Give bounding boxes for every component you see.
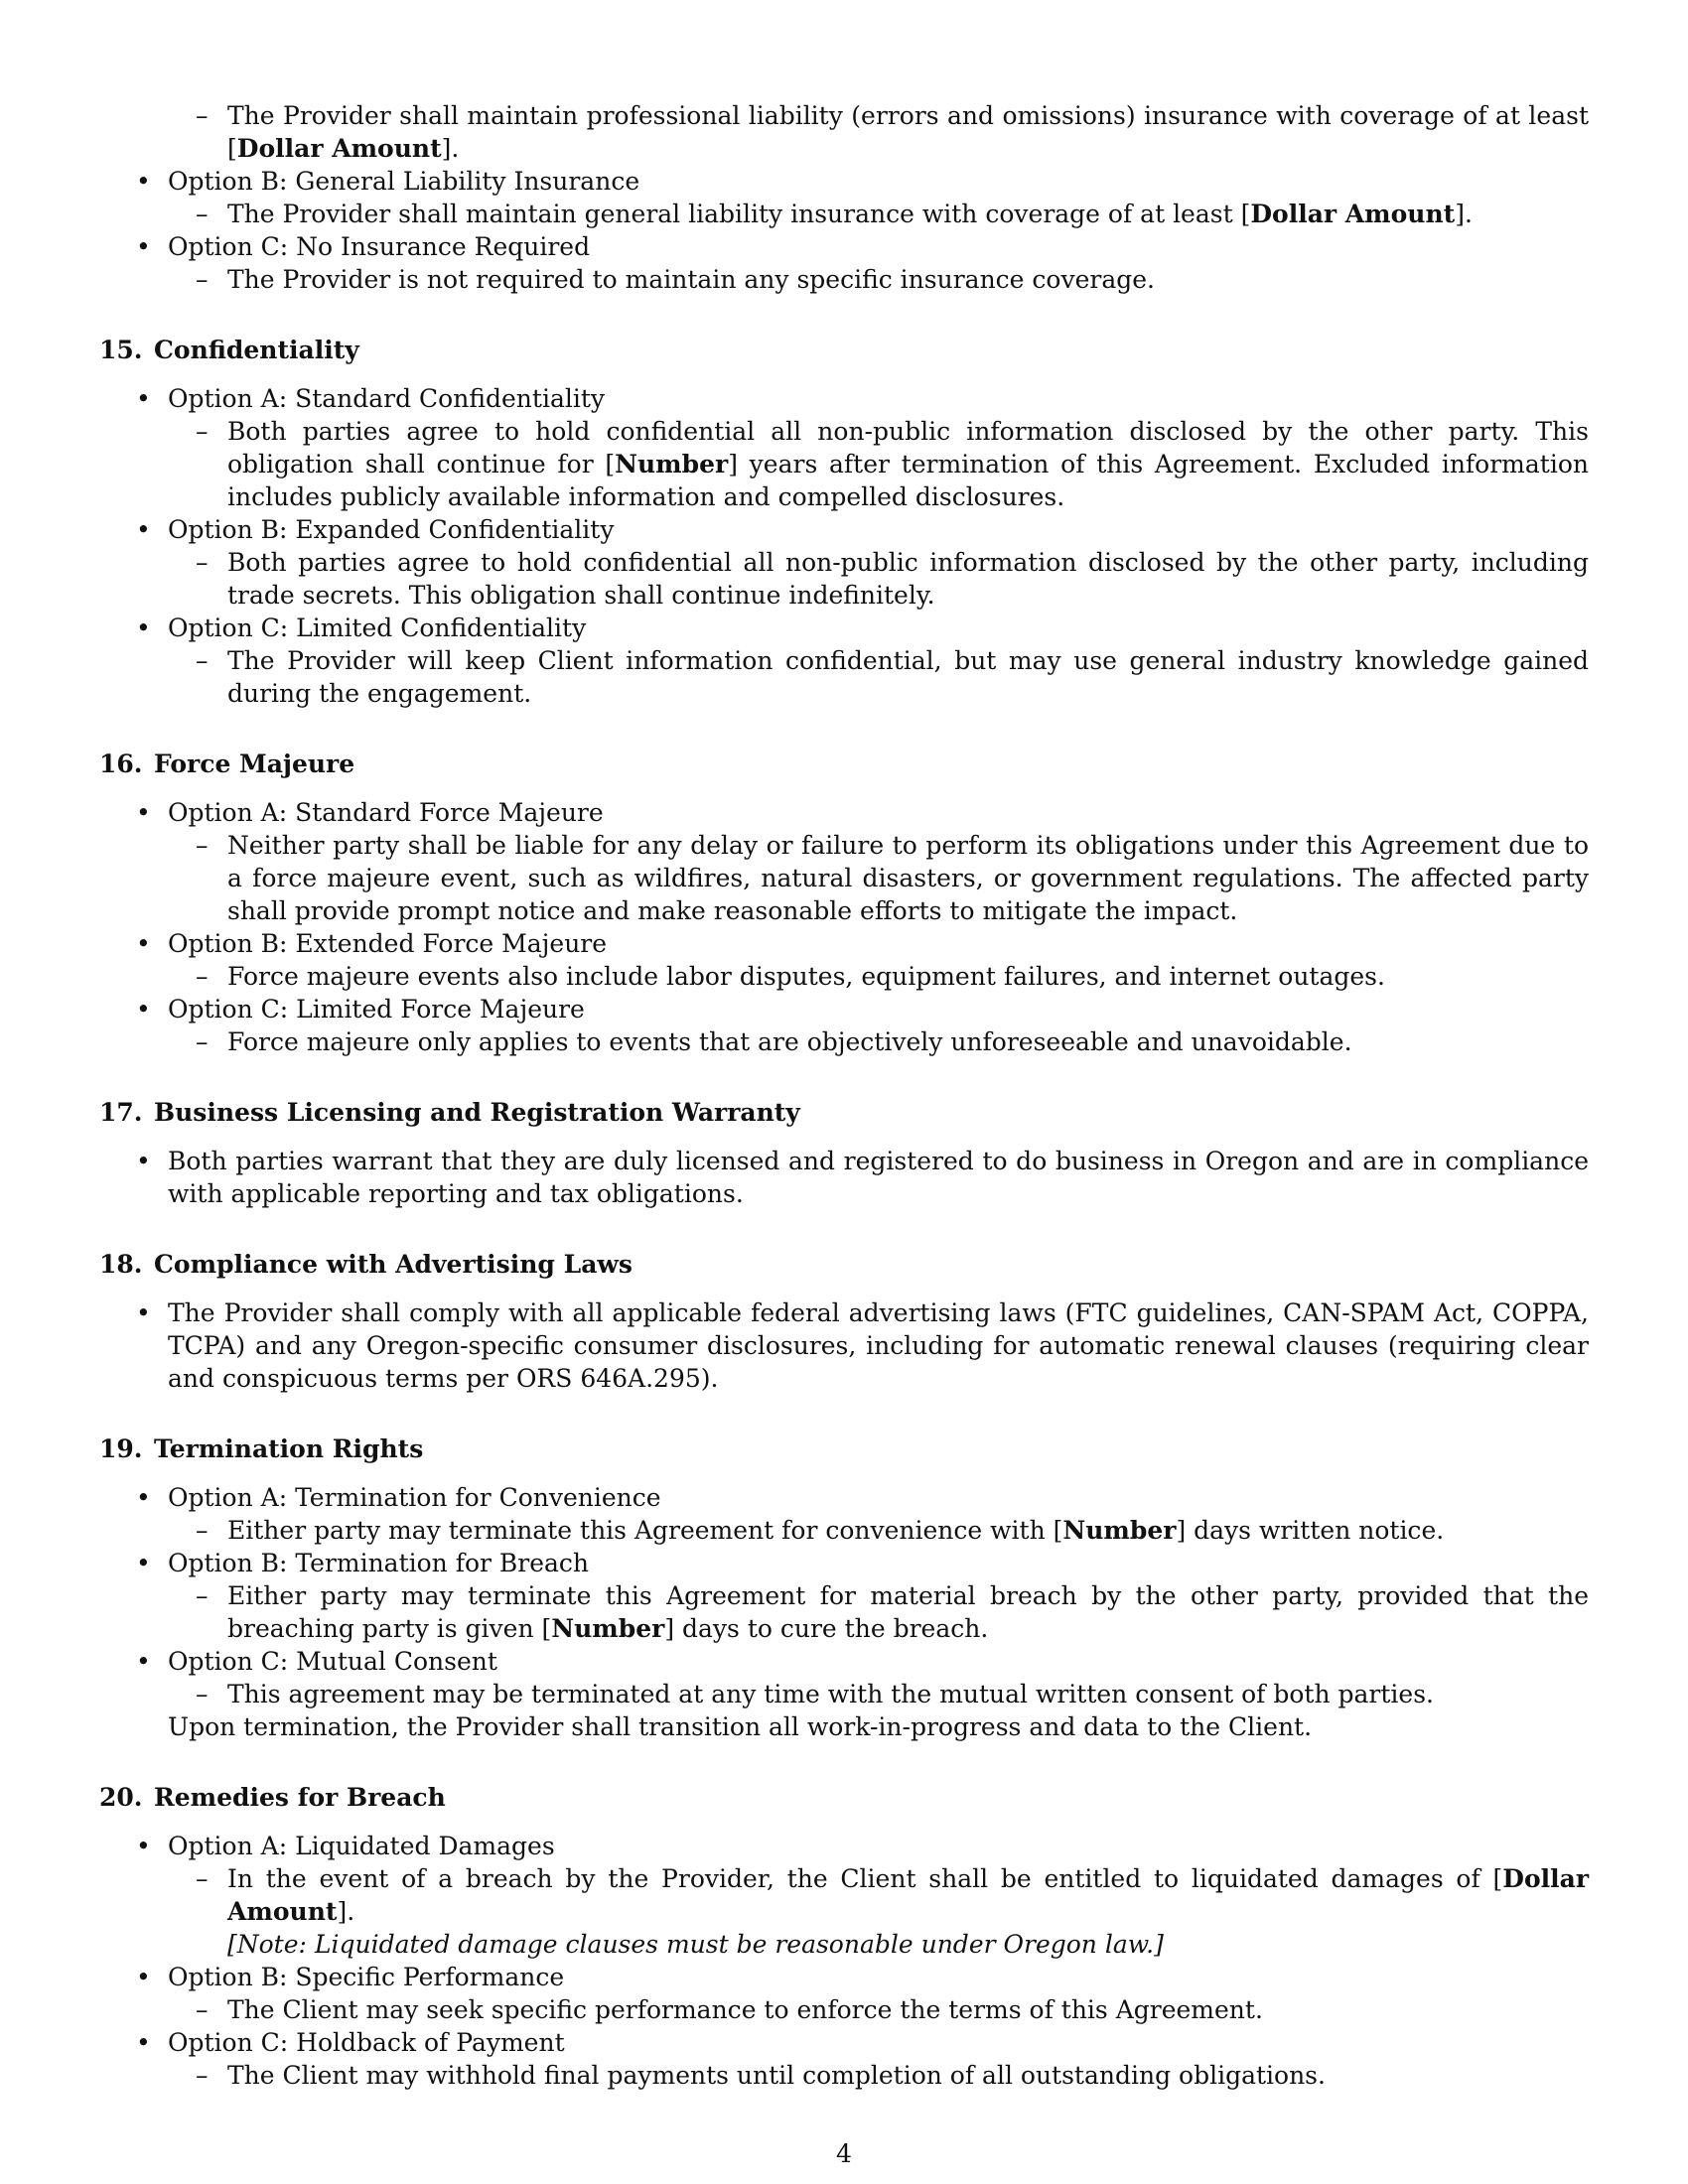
section-heading: Force Majeure — [154, 750, 355, 778]
section-number: 19. — [99, 1434, 143, 1463]
section-number: 17. — [99, 1098, 143, 1127]
section-title — [99, 1433, 1589, 1465]
termination-note — [99, 1710, 1589, 1743]
option-item — [99, 1645, 1589, 1678]
option-item — [99, 165, 1589, 198]
option-label: Option B: Extended Force Majeure — [168, 929, 608, 958]
detail-text: ] days to cure the breach. — [664, 1614, 989, 1643]
option-item — [99, 230, 1589, 263]
section-heading: Business Licensing and Registration Warranty — [154, 1098, 800, 1127]
option-detail — [99, 1579, 1589, 1645]
legal-note: [Note: Liquidated damage clauses must be reasonable under Oregon law.] — [227, 1930, 1164, 1959]
option-detail — [99, 546, 1589, 612]
placeholder-term: Dollar Amount — [227, 1864, 1589, 1926]
detail-text: Force majeure events also include labor disputes, equipment failures, and internet outages. — [227, 962, 1385, 991]
option-detail — [99, 644, 1589, 710]
bullet-text: Both parties warrant that they are duly licensed and registered to do business in Oregon and are in compliance with applicable reporting and tax obligations. — [168, 1147, 1589, 1208]
option-detail — [99, 415, 1589, 513]
option-item — [99, 1961, 1589, 1993]
section-advertising-compliance — [99, 1248, 1589, 1395]
detail-text: Neither party shall be liable for any delay or failure to perform its obligations under this Agreement due to a force majeure event, such as wildfires, natural disasters, or government regulations. The affected party shall provide prompt notice and make reasonable efforts to mitigate the impact. — [227, 831, 1589, 925]
detail-text: Either party may terminate this Agreement for material breach by the other party, provided that the breaching party is given [ — [227, 1581, 1589, 1643]
detail-text: ]. — [441, 134, 460, 163]
placeholder-term: Number — [615, 450, 729, 478]
section-force-majeure — [99, 748, 1589, 1058]
option-label: Option B: Termination for Breach — [168, 1549, 590, 1577]
section-heading: Compliance with Advertising Laws — [154, 1250, 633, 1279]
option-item — [99, 993, 1589, 1025]
section-number: 15. — [99, 336, 143, 364]
option-item — [99, 612, 1589, 644]
option-item — [99, 796, 1589, 829]
section-title — [99, 748, 1589, 780]
detail-text: Both parties agree to hold confidential all non-public information disclosed by the other party. This obligation shall continue for [ — [227, 417, 1589, 478]
section-heading: Termination Rights — [154, 1434, 424, 1463]
placeholder-term: Number — [551, 1614, 665, 1643]
section-licensing-warranty — [99, 1096, 1589, 1210]
option-item — [99, 513, 1589, 546]
detail-text: The Provider is not required to maintain any specific insurance coverage. — [227, 265, 1155, 294]
detail-text: ]. — [337, 1897, 355, 1926]
section-number: 18. — [99, 1250, 143, 1279]
section-remedies-for-breach — [99, 1781, 1589, 2092]
option-detail — [99, 1862, 1589, 1961]
detail-text: ] years after termination of this Agreement. Excluded information includes publicly available information and compelled disclosures. — [227, 450, 1589, 511]
option-label: Option B: Expanded Confidentiality — [168, 515, 615, 544]
section-title — [99, 1248, 1589, 1281]
option-label: Option C: No Insurance Required — [168, 232, 591, 261]
option-detail — [99, 1514, 1589, 1547]
option-detail — [99, 1993, 1589, 2026]
document-page — [99, 99, 1589, 2092]
paragraph-text: Upon termination, the Provider shall transition all work-in-progress and data to the Client. — [168, 1712, 1313, 1741]
option-label: Option A: Standard Force Majeure — [168, 798, 604, 827]
insurance-continuation — [99, 99, 1589, 296]
placeholder-term: Number — [1062, 1516, 1177, 1545]
option-detail — [99, 960, 1589, 993]
section-termination-rights — [99, 1433, 1589, 1743]
option-detail — [99, 1025, 1589, 1058]
option-detail — [99, 99, 1589, 165]
option-label: Option A: Liquidated Damages — [168, 1832, 555, 1860]
option-detail — [99, 1678, 1589, 1710]
detail-text: The Client may withhold final payments until completion of all outstanding obligations. — [227, 2061, 1326, 2090]
detail-text: In the event of a breach by the Provider, the Client shall be entitled to liquidated damages of [ — [227, 1864, 1503, 1893]
section-number: 16. — [99, 750, 143, 778]
bullet-text: The Provider shall comply with all applicable federal advertising laws (FTC guidelines, CAN-SPAM Act, COPPA, TCPA) and any Oregon-specific consumer disclosures, including for automatic renewal clauses (requiring clear and conspicuous terms per ORS 646A.295). — [168, 1298, 1589, 1393]
detail-text: The Provider shall maintain general liability insurance with coverage of at least [ — [227, 200, 1251, 228]
option-label: Option B: Specific Performance — [168, 1963, 565, 1991]
section-title — [99, 334, 1589, 366]
option-detail — [99, 2059, 1589, 2092]
option-label: Option C: Limited Confidentiality — [168, 614, 587, 642]
page-number: 4 — [836, 2139, 852, 2168]
section-title — [99, 1096, 1589, 1129]
detail-text: This agreement may be terminated at any time with the mutual written consent of both parties. — [227, 1680, 1434, 1708]
option-label: Option C: Holdback of Payment — [168, 2028, 565, 2057]
section-heading: Confidentiality — [154, 336, 359, 364]
bullet-item — [99, 1145, 1589, 1210]
option-item — [99, 1547, 1589, 1579]
section-title — [99, 1781, 1589, 1814]
option-label: Option A: Termination for Convenience — [168, 1483, 661, 1512]
placeholder-term: Dollar Amount — [1250, 200, 1456, 228]
option-item — [99, 1830, 1589, 1862]
detail-text: Force majeure only applies to events that are objectively unforeseeable and unavoidable. — [227, 1027, 1352, 1056]
option-detail — [99, 198, 1589, 230]
section-confidentiality — [99, 334, 1589, 710]
option-item — [99, 927, 1589, 960]
option-detail — [99, 263, 1589, 296]
section-heading: Remedies for Breach — [154, 1783, 446, 1812]
detail-text: Both parties agree to hold confidential all non-public information disclosed by the other party, including trade secrets. This obligation shall continue indefinitely. — [227, 548, 1589, 610]
option-detail — [99, 829, 1589, 927]
section-number: 20. — [99, 1783, 143, 1812]
option-item — [99, 382, 1589, 415]
option-label: Option C: Limited Force Majeure — [168, 995, 585, 1024]
option-item — [99, 2026, 1589, 2059]
detail-text: The Provider will keep Client information confidential, but may use general industry knowledge gained during the engagement. — [227, 646, 1589, 708]
detail-text: Either party may terminate this Agreement for convenience with [ — [227, 1516, 1063, 1545]
option-item — [99, 1481, 1589, 1514]
detail-text: The Client may seek specific performance to enforce the terms of this Agreement. — [227, 1995, 1263, 2024]
detail-text: ]. — [1455, 200, 1473, 228]
placeholder-term: Dollar Amount — [236, 134, 442, 163]
option-label: Option B: General Liability Insurance — [168, 167, 640, 196]
detail-text: The Provider shall maintain professional liability (errors and omissions) insurance with coverage of at least [ — [227, 101, 1589, 163]
option-label: Option C: Mutual Consent — [168, 1647, 497, 1676]
option-label: Option A: Standard Confidentiality — [168, 384, 606, 413]
detail-text: ] days written notice. — [1176, 1516, 1445, 1545]
bullet-item — [99, 1297, 1589, 1395]
